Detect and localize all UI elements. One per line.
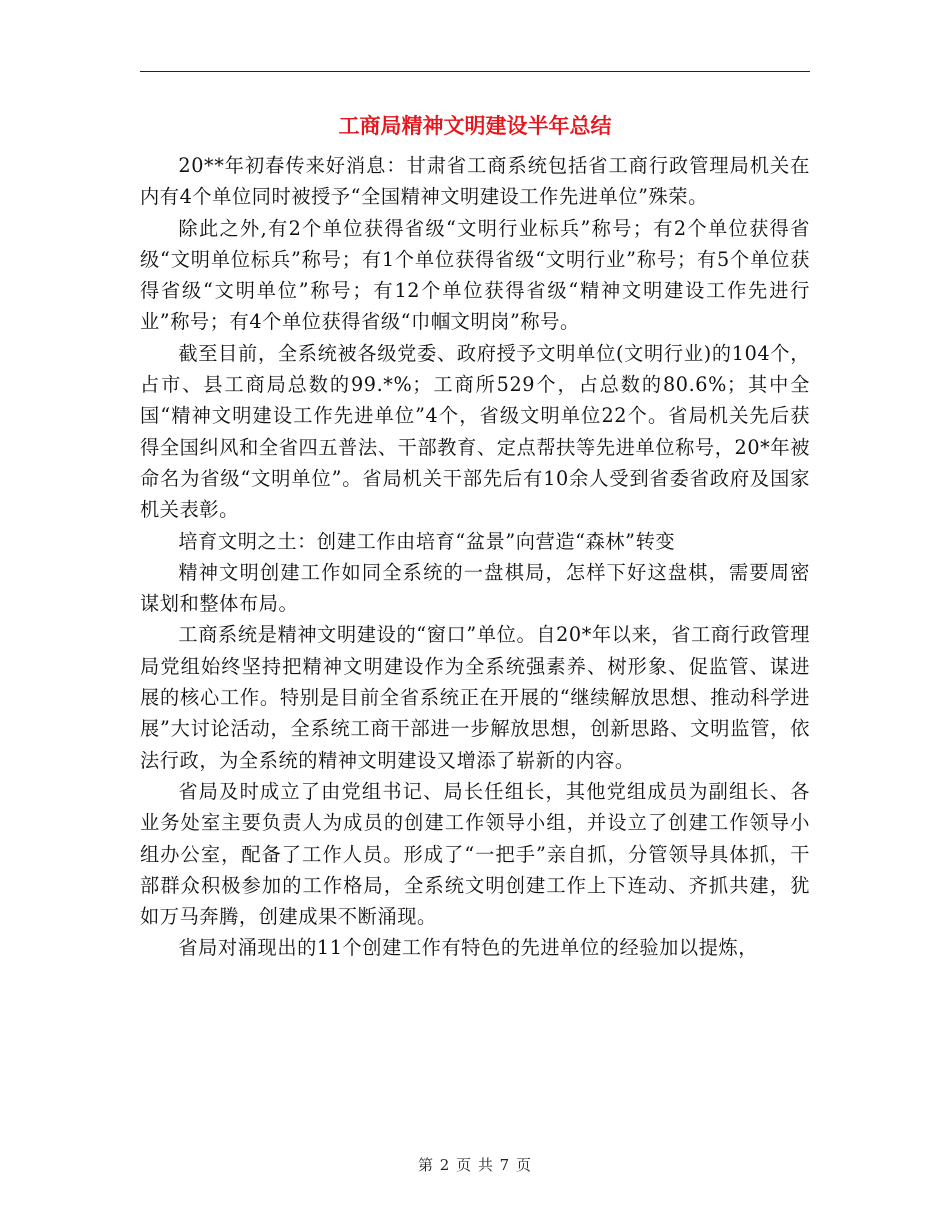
document-title: 工商局精神文明建设半年总结	[338, 113, 612, 138]
header-rule	[140, 71, 810, 72]
paragraph-4: 精神文明创建工作如同全系统的一盘棋局，怎样下好这盘棋，需要周密谋划和整体布局。	[140, 560, 810, 616]
paragraph-5: 工商系统是精神文明建设的“窗口”单位。自20*年以来，省工商行政管理局党组始终坚持把精神文明建设作为全系统强素养、树形象、促监管、谋进展的核心工作。特别是目前全省系统正在开展的“继续解放思想、推动科学进展”大讨论活动，全系统工商干部进一步解放思想，创新思路、文明监管，依法行政，为全系统的精神文明建设又增添了崭新的内容。	[140, 623, 810, 772]
paragraph-7: 省局对涌现出的11个创建工作有特色的先进单位的经验加以提炼，	[178, 936, 759, 960]
paragraph-3: 截至目前，全系统被各级党委、政府授予文明单位(文明行业)的104个，占市、县工商局总数的99.*%；工商所529个，占总数的80.6%；其中全国“精神文明建设工作先进单位”4个，省级文明单位22个。省局机关先后获得全国纠风和全省四五普法、干部教育、定点帮扶等先进单位称号，20*年被命名为省级“文明单位”。省局机关干部先后有10余人受到省委省政府及国家机关表彰。	[140, 341, 810, 522]
paragraph-6: 省局及时成立了由党组书记、局长任组长，其他党组成员为副组长、各业务处室主要负责人为成员的创建工作领导小组，并设立了创建工作领导小组办公室，配备了工作人员。形成了“一把手”亲自抓，分管领导具体抓，干部群众积极参加的工作格局，全系统文明创建工作上下连动、齐抓共建，犹如万马奔腾，创建成果不断涌现。	[140, 779, 810, 929]
paragraph-1: 20**年初春传来好消息：甘肃省工商系统包括省工商行政管理局机关在内有4个单位同时被授予“全国精神文明建设工作先进单位”殊荣。	[140, 154, 810, 209]
section-heading: 培育文明之土：创建工作由培育“盆景”向营造“森林”转变	[178, 529, 676, 553]
page-number: 第 2 页 共 7 页	[418, 1156, 532, 1174]
paragraph-2: 除此之外,有2个单位获得省级“文明行业标兵”称号；有2个单位获得省级“文明单位标兵”称号；有1个单位获得省级“文明行业”称号；有5个单位获得省级“文明单位”称号；有12个单位获得省级“精神文明建设工作先进行业”称号；有4个单位获得省级“巾帼文明岗”称号。	[140, 216, 810, 334]
document-body	[140, 150, 810, 964]
